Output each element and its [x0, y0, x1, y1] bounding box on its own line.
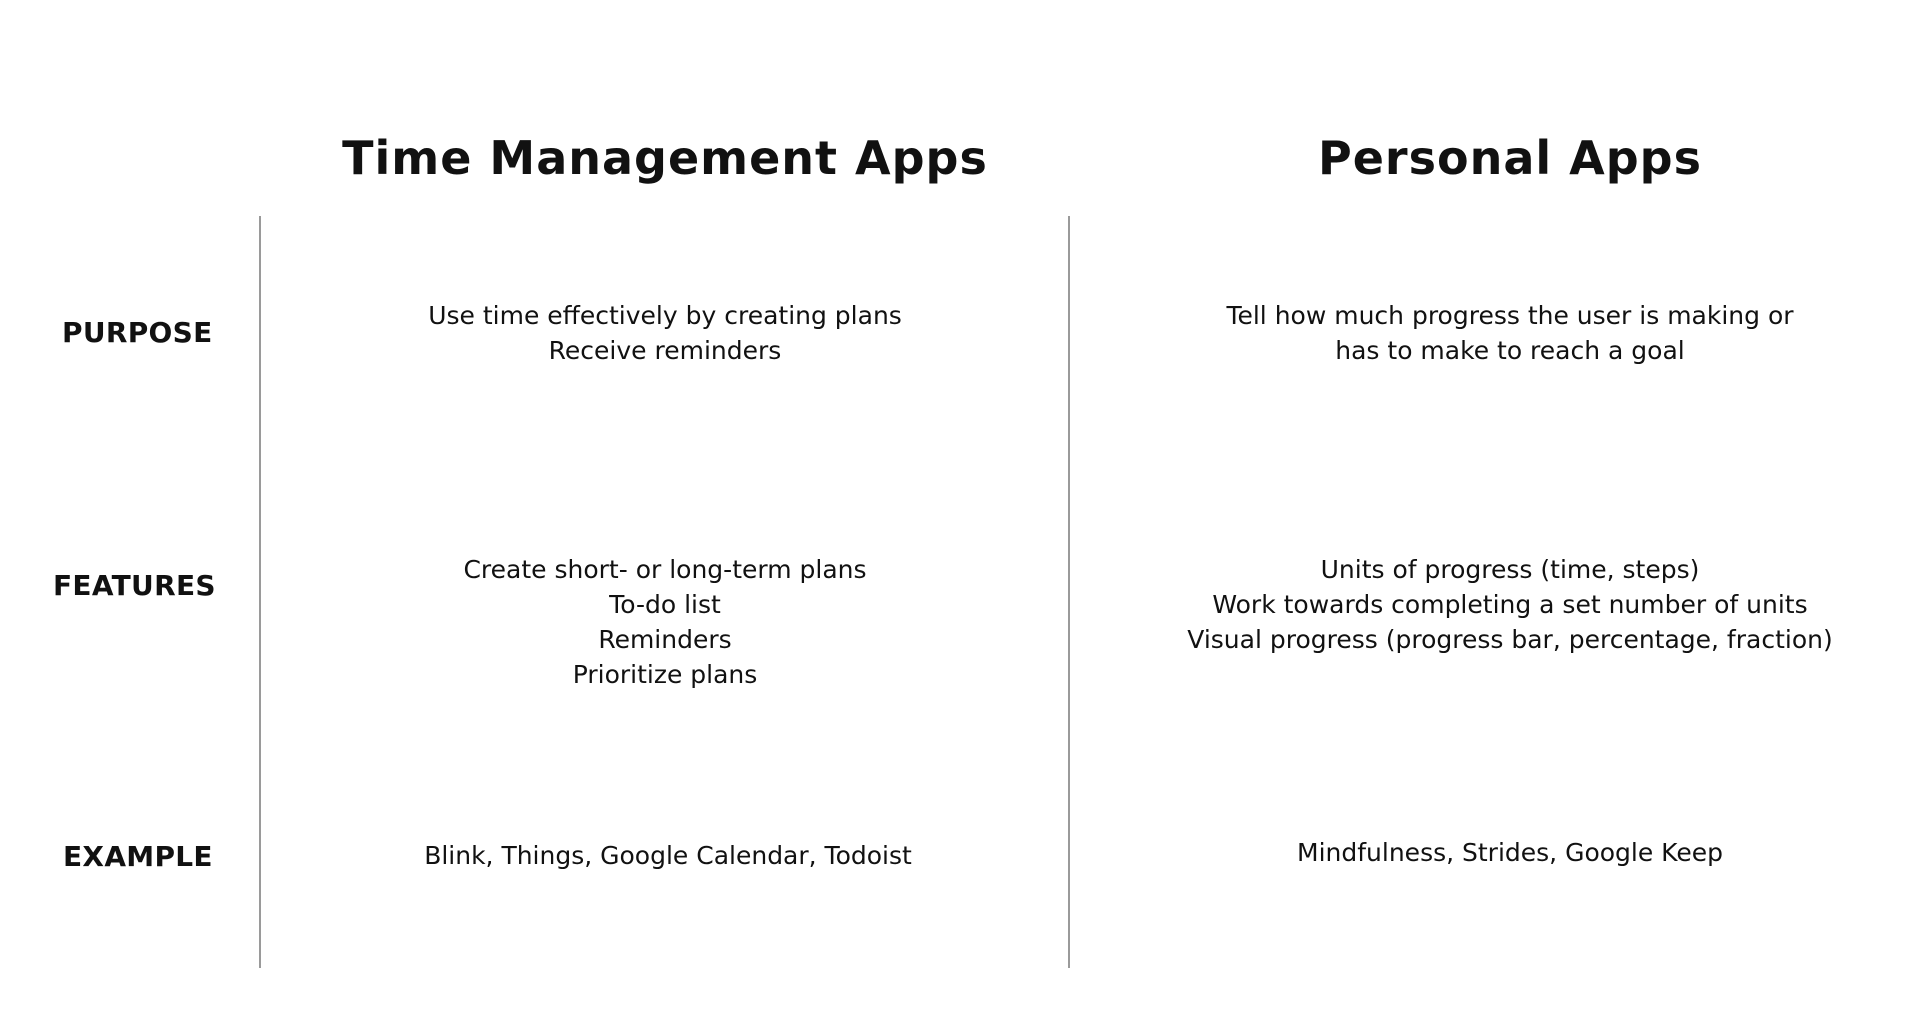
- personal-purpose-cell: [1210, 298, 1810, 368]
- personal-features-cell: [1160, 552, 1860, 657]
- text-line: Visual progress (progress bar, percentage, fraction): [1187, 625, 1833, 654]
- text-line: Mindfulness, Strides, Google Keep: [1297, 838, 1723, 867]
- text-line: Reminders: [598, 625, 732, 654]
- text-line: Prioritize plans: [572, 660, 758, 689]
- column-title-personal: Personal Apps: [1318, 131, 1702, 185]
- column-divider-left: [259, 216, 261, 968]
- text-line: has to make to reach a goal: [1335, 336, 1685, 365]
- row-label-features: FEATURES: [53, 569, 216, 602]
- column-title-time-management: Time Management Apps: [342, 131, 988, 185]
- row-label-example: EXAMPLE: [63, 840, 213, 873]
- row-label-purpose: PURPOSE: [62, 316, 213, 349]
- text-line: Receive reminders: [548, 336, 782, 365]
- text-line: Blink, Things, Google Calendar, Todoist: [424, 841, 912, 870]
- time-management-example-cell: [368, 838, 968, 873]
- personal-example-cell: [1210, 835, 1810, 870]
- time-management-features-cell: [365, 552, 965, 692]
- text-line: Tell how much progress the user is making or: [1226, 301, 1794, 330]
- text-line: Work towards completing a set number of units: [1212, 590, 1808, 619]
- time-management-purpose-cell: [365, 298, 965, 368]
- text-line: Use time effectively by creating plans: [428, 301, 902, 330]
- column-divider-middle: [1068, 216, 1070, 968]
- text-line: Units of progress (time, steps): [1320, 555, 1700, 584]
- text-line: To-do list: [609, 590, 721, 619]
- text-line: Create short- or long-term plans: [463, 555, 867, 584]
